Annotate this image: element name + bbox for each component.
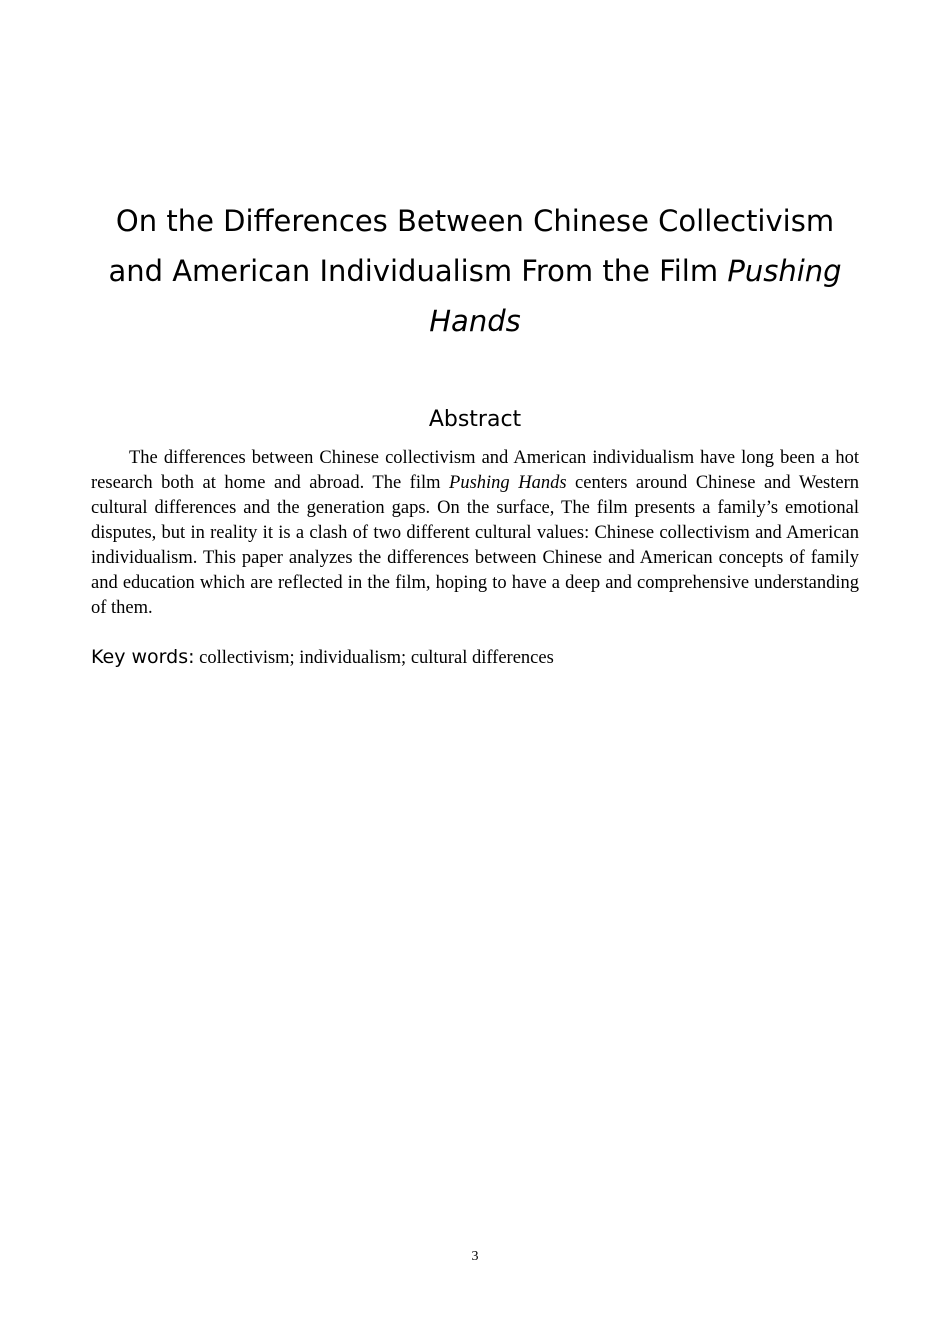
page-number: 3 (471, 1249, 479, 1264)
keywords-label: Key words: (91, 646, 195, 668)
paper-title (90, 196, 860, 346)
title-film-name: Pushing Hands (429, 254, 842, 338)
abstract-body (91, 446, 859, 621)
title-line-1: On the Differences Between Chinese Collectivism (115, 204, 835, 238)
abstract-text-part-2: centers around Chinese and Western cultural differences and the generation gaps. On the surface, The film presents a family’s emotional disputes, but in reality it is a clash of two different cultural values: Chinese collectivism and American individualism. This paper analyzes the differences between Chinese and American concepts of family and education which are reflected in the film, hoping to have a deep and comprehensive understanding of them. (91, 473, 859, 618)
abstract-text-part-1: The differences between Chinese collectivism and American individualism have long been a hot research both at home and abroad. The film (91, 448, 859, 493)
abstract-heading: Abstract (428, 407, 522, 432)
keywords-text: collectivism; individualism; cultural differences (194, 648, 554, 668)
abstract-film-name: Pushing Hands (449, 473, 567, 493)
title-line-2: and American Individualism From the Film (108, 254, 728, 288)
keywords (91, 644, 859, 672)
